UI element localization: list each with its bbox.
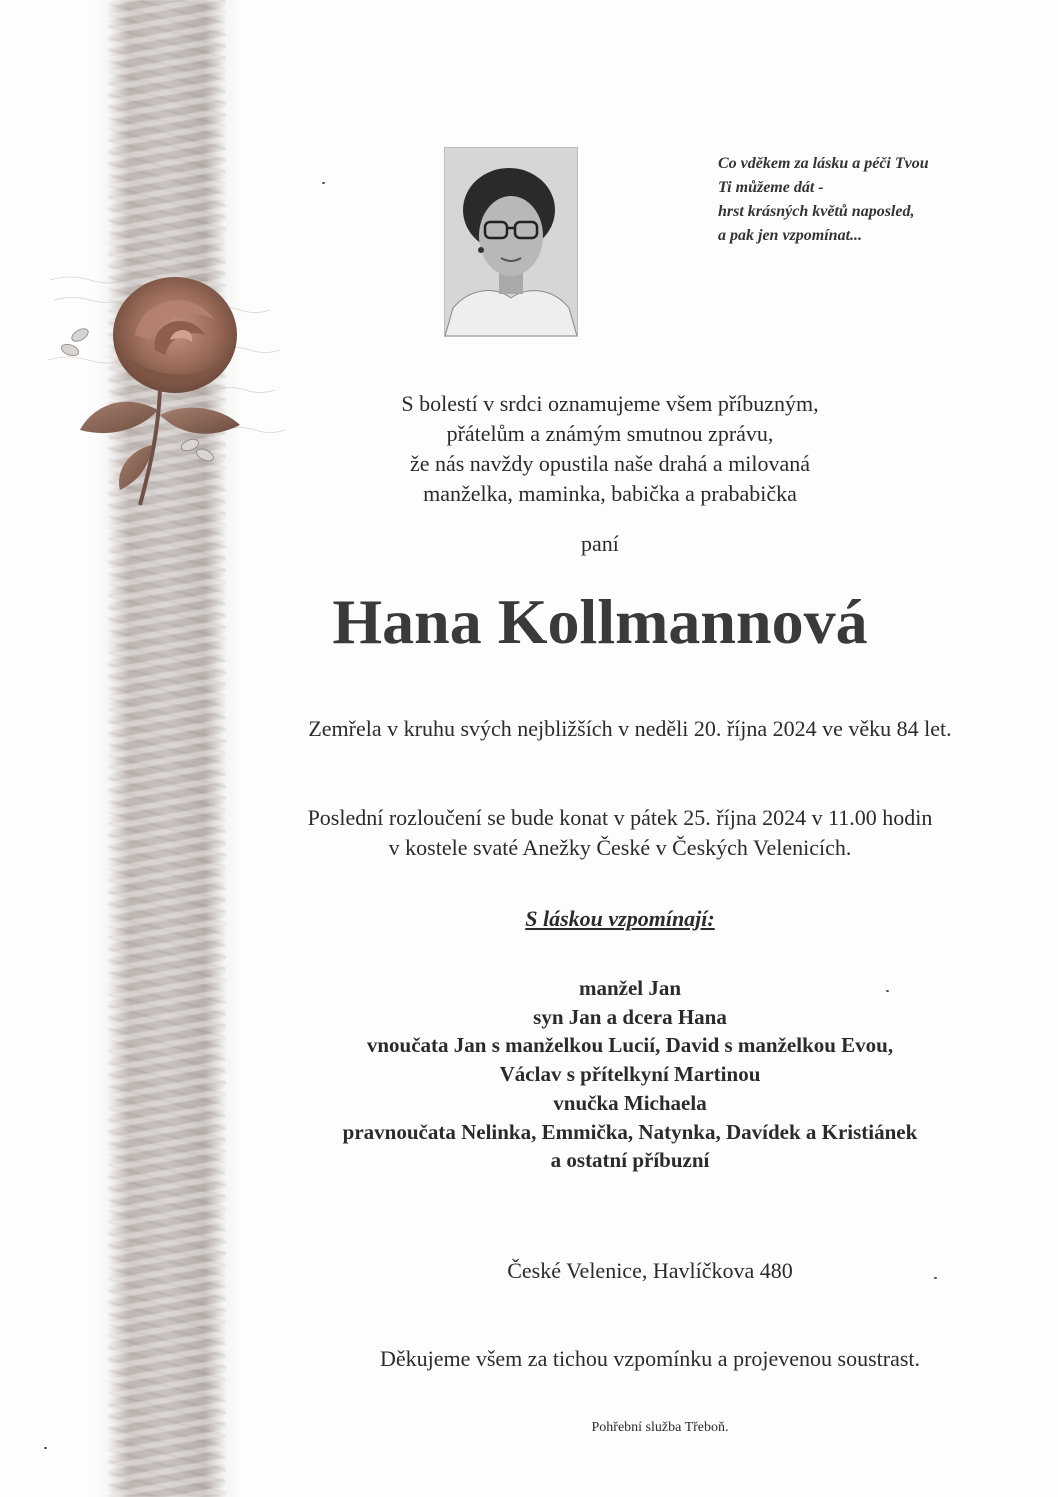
announcement-line: S bolestí v srdci oznamujeme všem příbuzným, bbox=[401, 391, 819, 416]
family-line: vnoučata Jan s manželkou Lucií, David s manželkou Evou, bbox=[366, 1033, 894, 1058]
announcement-line: manželka, maminka, babička a prababička bbox=[423, 481, 797, 506]
title-prefix: paní bbox=[581, 531, 619, 556]
poem-line: hrst krásných květů naposled, bbox=[718, 203, 915, 220]
deceased-name: Hana Kollmannová bbox=[332, 586, 868, 657]
family-address: České Velenice, Havlíčkova 480 bbox=[507, 1258, 793, 1283]
remembrance-heading: S láskou vzpomínají: bbox=[525, 906, 715, 931]
announcement-text bbox=[260, 389, 960, 509]
scan-speck bbox=[322, 182, 325, 184]
family-line: manžel Jan bbox=[578, 976, 682, 1000]
poem-line: Ti můžeme dát - bbox=[718, 179, 824, 196]
family-line: Václav s přítelkyní Martinou bbox=[499, 1062, 761, 1087]
portrait-photo bbox=[444, 147, 578, 337]
scan-speck bbox=[934, 1277, 937, 1279]
funeral-service-name: Pohřební služba Třeboň. bbox=[591, 1420, 729, 1435]
funeral-line: v kostele svaté Anežky České v Českých Velenicích. bbox=[388, 835, 852, 860]
scan-speck bbox=[44, 1447, 47, 1449]
poem-line: a pak jen vzpomínat... bbox=[718, 227, 863, 244]
funeral-details bbox=[240, 803, 1000, 863]
family-line: pravnoučata Nelinka, Emmička, Natynka, Davídek a Kristiánek bbox=[342, 1119, 918, 1144]
funeral-line: Poslední rozloučení se bude konat v pátek 25. října 2024 v 11.00 hodin bbox=[307, 805, 933, 830]
family-line: syn Jan a dcera Hana bbox=[533, 1004, 727, 1029]
thanks-text: Děkujeme všem za tichou vzpomínku a projevenou soustrast. bbox=[379, 1346, 921, 1371]
poem-line: Co vděkem za lásku a péči Tvou bbox=[718, 155, 929, 172]
decorative-textured-band bbox=[108, 0, 226, 1497]
death-notice: Zemřela v kruhu svých nejbližších v neděli 20. října 2024 ve věku 84 let. bbox=[308, 716, 952, 741]
family-list bbox=[200, 974, 1058, 1175]
family-line: vnučka Michaela bbox=[553, 1090, 707, 1115]
family-line: a ostatní příbuzní bbox=[550, 1148, 710, 1173]
scan-speck bbox=[886, 990, 889, 992]
announcement-line: přátelům a známým smutnou zprávu, bbox=[446, 421, 774, 446]
memorial-poem bbox=[718, 152, 1018, 248]
announcement-line: že nás navždy opustila naše drahá a milovaná bbox=[409, 451, 811, 476]
